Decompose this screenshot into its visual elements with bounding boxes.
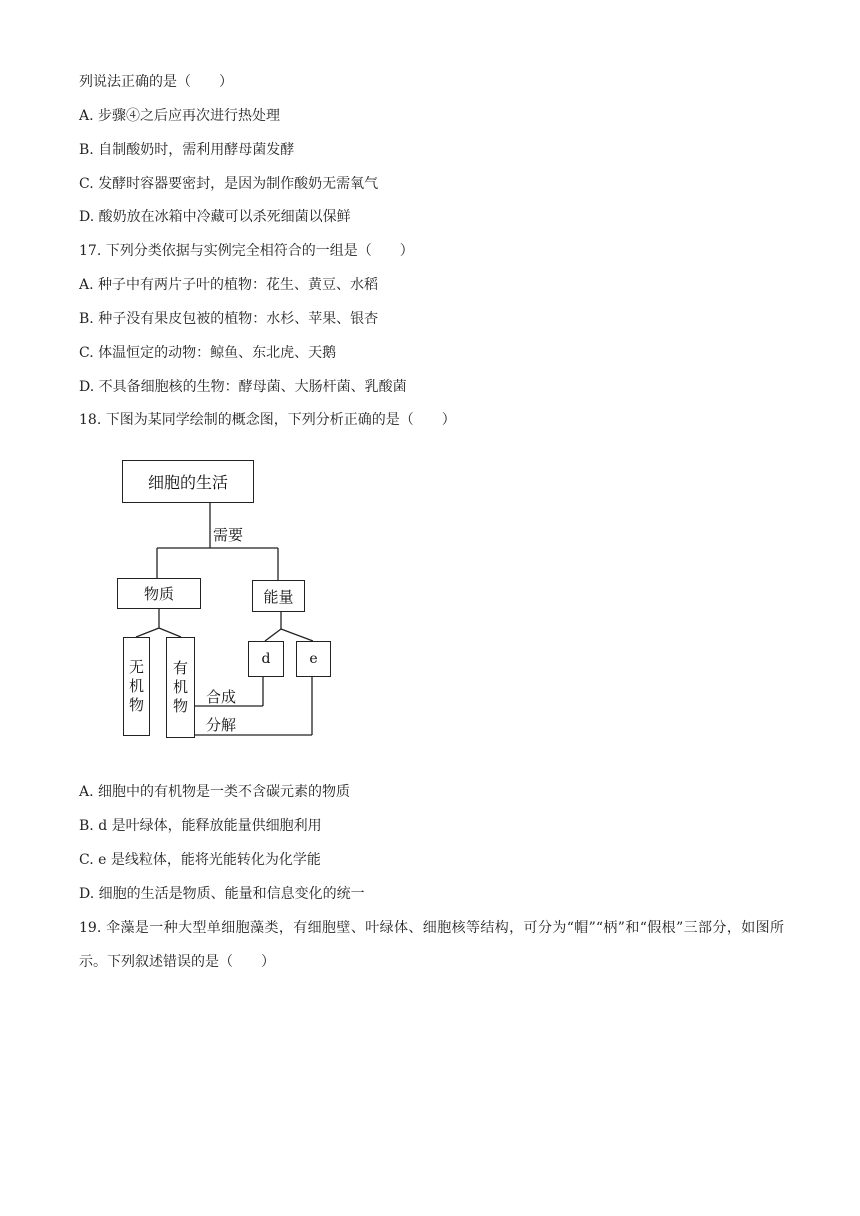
diagram-inorganic-box xyxy=(123,637,150,736)
q18-option-c: C. e 是线粒体，能将光能转化为化学能 xyxy=(79,852,321,868)
diagram-decompose-label: 分解 xyxy=(206,716,237,734)
q19-stem: 19. 伞藻是一种大型单细胞藻类，有细胞壁、叶绿体、细胞核等结构，可分为“帽”“柄”和“假根”三部分，如图所示。下列叙述错误的是（ ） xyxy=(79,920,784,970)
diagram-matter-box: 物质 xyxy=(117,578,201,609)
q18-option-a: A. 细胞中的有机物是一类不含碳元素的物质 xyxy=(79,784,351,800)
q17-option-a: A. 种子中有两片子叶的植物：花生、黄豆、水稻 xyxy=(79,277,379,293)
q18-option-d: D. 细胞的生活是物质、能量和信息变化的统一 xyxy=(79,886,365,902)
q17-option-c: C. 体温恒定的动物：鲸鱼、东北虎、天鹅 xyxy=(79,345,337,361)
q16-option-c: C. 发酵时容器要密封，是因为制作酸奶无需氧气 xyxy=(79,176,379,192)
diagram-need-label: 需要 xyxy=(213,526,244,544)
q16-option-d: D. 酸奶放在冰箱中冷藏可以杀死细菌以保鲜 xyxy=(79,209,351,225)
diagram-organic-box xyxy=(166,637,195,738)
inorganic-char-2: 机 xyxy=(128,677,144,695)
q16-option-b: B. 自制酸奶时，需利用酵母菌发酵 xyxy=(79,142,295,158)
q17-option-d: D. 不具备细胞核的生物：酵母菌、大肠杆菌、乳酸菌 xyxy=(79,379,407,395)
diagram-energy-box: 能量 xyxy=(252,580,305,612)
organic-char-2: 机 xyxy=(172,678,188,696)
q18-stem: 18. 下图为某同学绘制的概念图，下列分析正确的是（ ） xyxy=(79,412,456,428)
q16-stem-tail: 列说法正确的是（ ） xyxy=(79,74,233,90)
diagram-d-box: d xyxy=(248,641,284,677)
organic-char-3: 物 xyxy=(172,697,188,715)
diagram-synthesis-label: 合成 xyxy=(206,688,237,706)
q16-option-a: A. 步骤④之后应再次进行热处理 xyxy=(79,108,281,124)
diagram-e-box: e xyxy=(296,641,331,677)
inorganic-char-3: 物 xyxy=(128,696,144,714)
q17-option-b: B. 种子没有果皮包被的植物：水杉、苹果、银杏 xyxy=(79,311,379,327)
organic-char-1: 有 xyxy=(172,659,188,677)
q18-option-b: B. d 是叶绿体，能释放能量供细胞利用 xyxy=(79,818,322,834)
inorganic-char-1: 无 xyxy=(128,658,144,676)
diagram-root-box: 细胞的生活 xyxy=(122,460,254,503)
q17-stem: 17. 下列分类依据与实例完全相符合的一组是（ ） xyxy=(79,243,414,259)
